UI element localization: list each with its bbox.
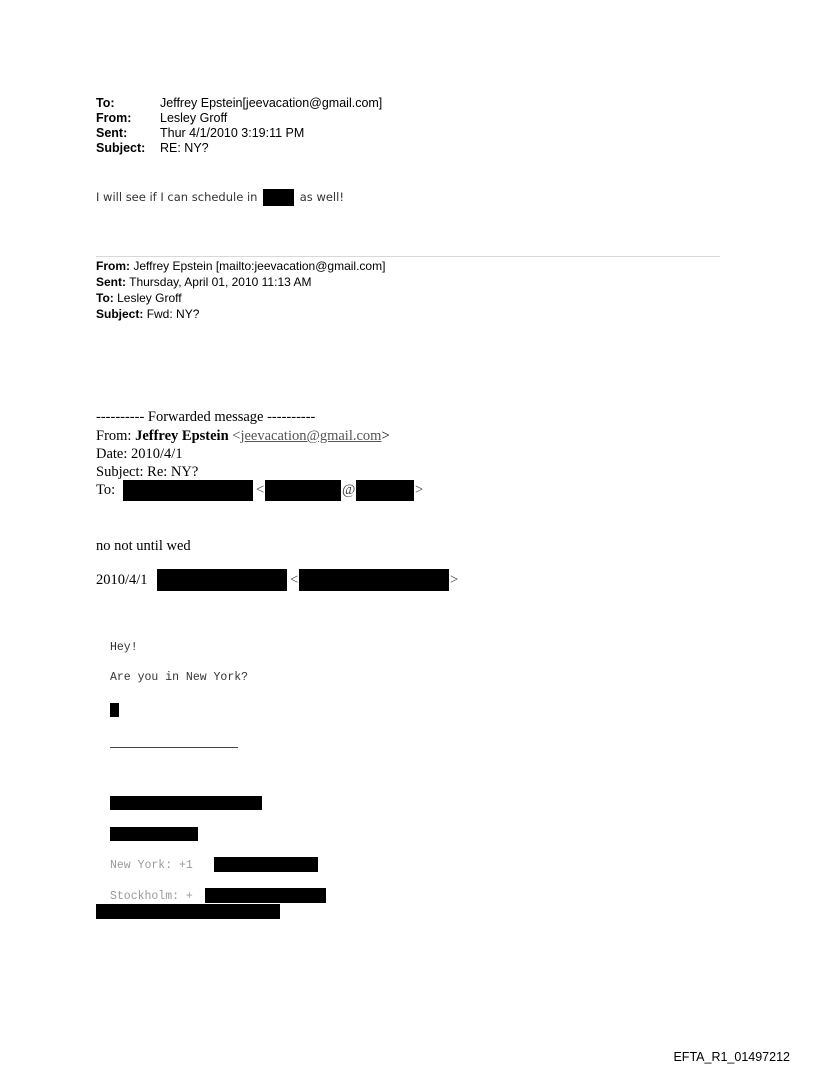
forwarded-subject-label: Subject: xyxy=(96,464,144,480)
forwarded-date xyxy=(96,446,183,463)
attribution-gt: > xyxy=(450,572,459,588)
redaction-box xyxy=(96,904,280,919)
redaction-box xyxy=(110,827,198,841)
quoted-to xyxy=(96,291,182,305)
from-label: From: xyxy=(96,111,132,125)
quoted-subject-label: Subject: xyxy=(96,307,144,321)
forwarded-date-value: 2010/4/1 xyxy=(131,446,183,462)
forwarded-from-name: Jeffrey Epstein xyxy=(135,428,229,444)
forwarded-to xyxy=(96,482,115,499)
forwarded-to-label: To: xyxy=(96,482,116,498)
document-id: EFTA_R1_01497212 xyxy=(673,1050,790,1064)
quoted-to-value: Lesley Groff xyxy=(117,291,182,305)
quoted-from-label: From: xyxy=(96,259,130,273)
from-value: Lesley Groff xyxy=(160,111,228,125)
redaction-box xyxy=(214,857,318,872)
forwarded-from-close: > xyxy=(381,428,390,444)
forwarded-banner: ---------- Forwarded message ---------- xyxy=(96,409,316,425)
separator-line xyxy=(96,256,720,257)
forwarded-from-open: < xyxy=(232,428,241,444)
subject-label: Subject: xyxy=(96,141,146,155)
to-label: To: xyxy=(96,96,115,110)
signature-divider xyxy=(110,747,238,748)
forwarded-to-lt: < xyxy=(256,482,265,498)
forwarded-from xyxy=(96,428,390,445)
forwarded-date-label: Date: xyxy=(96,446,128,462)
original-line-2: Are you in New York? xyxy=(110,671,249,684)
subject-value: RE: NY? xyxy=(160,141,209,155)
signature-stockholm: Stockholm: + xyxy=(110,890,193,903)
quoted-to-label: To: xyxy=(96,291,114,305)
forwarded-to-gt: > xyxy=(415,482,424,498)
redaction-box xyxy=(123,480,253,501)
redaction-box xyxy=(110,703,119,717)
attribution-lt: < xyxy=(290,572,299,588)
forwarded-subject-value: Re: NY? xyxy=(147,464,199,480)
quoted-subject-value: Fwd: NY? xyxy=(146,307,200,321)
original-line-1: Hey! xyxy=(110,641,138,654)
quoted-from-value: Jeffrey Epstein [mailto:jeevacation@gmail.com] xyxy=(133,259,386,273)
reply-body-after: as well! xyxy=(299,190,344,204)
redaction-box xyxy=(299,569,449,591)
reply-body-before: I will see if I can schedule in xyxy=(96,190,258,204)
attribution-date: 2010/4/1 xyxy=(96,572,148,588)
redaction-box xyxy=(263,189,294,206)
sent-value: Thur 4/1/2010 3:19:11 PM xyxy=(160,126,305,140)
redaction-box xyxy=(205,888,326,903)
redaction-box xyxy=(157,569,287,591)
quoted-sent-label: Sent: xyxy=(96,275,126,289)
quoted-from xyxy=(96,259,385,273)
reply-body xyxy=(96,189,344,206)
forwarded-subject xyxy=(96,464,198,481)
signature-new-york: New York: +1 xyxy=(110,859,193,872)
to-value: Jeffrey Epstein[jeevacation@gmail.com] xyxy=(160,96,383,110)
redaction-box xyxy=(110,796,262,810)
quoted-sent xyxy=(96,275,311,289)
redaction-box xyxy=(356,480,414,501)
email-header xyxy=(96,97,496,157)
redaction-box xyxy=(265,480,341,501)
forwarded-from-label: From: xyxy=(96,428,132,444)
sent-label: Sent: xyxy=(96,126,128,140)
forwarded-from-email-link[interactable]: jeevacation@gmail.com xyxy=(240,428,382,444)
forwarded-to-at: @ xyxy=(342,482,356,498)
quoted-subject xyxy=(96,307,199,321)
quoted-sent-value: Thursday, April 01, 2010 11:13 AM xyxy=(129,275,312,289)
reply-text: no not until wed xyxy=(96,538,191,554)
